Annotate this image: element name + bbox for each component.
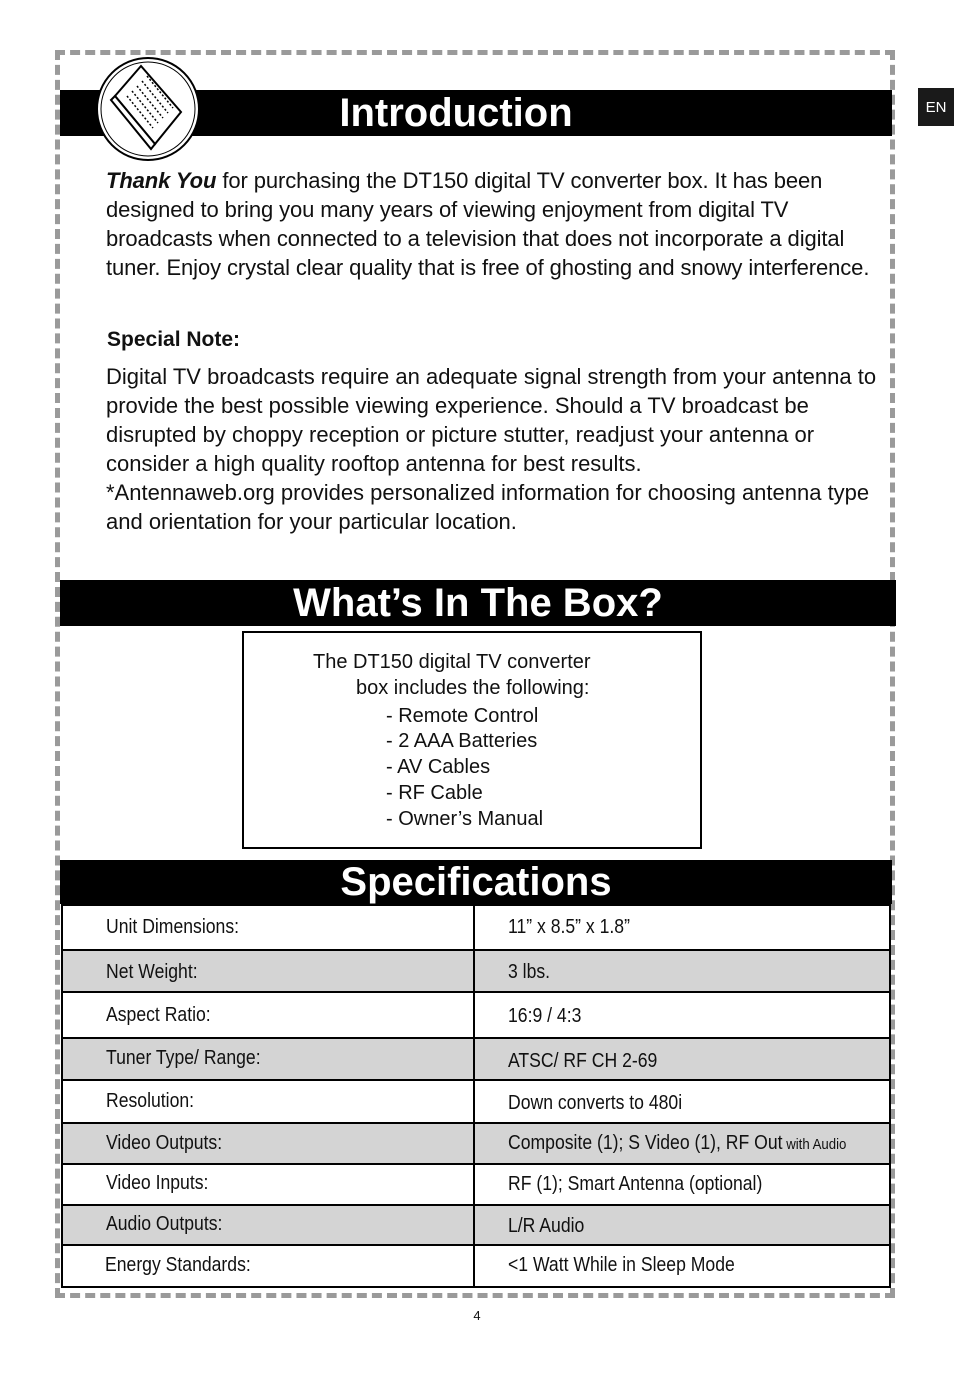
box-intro-line-2: box includes the following: [356, 677, 590, 699]
language-tab: EN [918, 88, 954, 126]
specifications-table [61, 904, 891, 1288]
box-item: - 2 AAA Batteries [386, 730, 538, 752]
table-row: Unit Dimensions: 11” x 8.5” x 1.8” [63, 906, 889, 951]
table-row: Audio Outputs: L/R Audio [63, 1206, 889, 1246]
special-note-title: Special Note: [107, 328, 241, 351]
book-icon [95, 56, 201, 162]
table-row: Aspect Ratio: 16:9 / 4:3 [63, 993, 889, 1039]
box-item: - RF Cable [386, 782, 483, 804]
intro-paragraph: Thank You for purchasing the DT150 digital TV converter box. It has been designed to bring you many years of viewing enjoyment from digital TV broadcasts when connected to a television that does not incorporate a digital tuner. Enjoy crystal clear quality that is free of ghosting and snowy interference. [106, 168, 870, 280]
introduction-title: Introduction [339, 90, 573, 135]
thank-you-text: Thank You [106, 168, 217, 193]
table-column-divider [473, 906, 475, 1286]
table-row: Net Weight: 3 lbs. [63, 951, 889, 993]
table-row: Energy Standards: <1 Watt While in Sleep Mode [105, 1254, 735, 1276]
box-item: - AV Cables [386, 756, 491, 778]
box-item: - Owner’s Manual [386, 808, 544, 830]
table-row: Tuner Type/ Range: ATSC/ RF CH 2-69 [63, 1039, 889, 1081]
antennaweb-note: *Antennaweb.org provides personalized information for choosing antenna type and orientation for your particular location. [106, 480, 870, 534]
special-note-text: Digital TV broadcasts require an adequate signal strength from your antenna to provide the best possible viewing experience. Should a TV broadcast be disrupted by choppy reception or picture stutter, readjust your antenna or consider a high quality rooftop antenna for best results. *Antennaweb.org provides personalized information for choosing antenna type and orientation for your particular location. [106, 362, 886, 536]
box-intro-line-1: The DT150 digital TV converter [313, 651, 591, 673]
whats-in-the-box-header [60, 580, 896, 626]
specifications-header [60, 860, 892, 904]
table-row: Video Inputs: RF (1); Smart Antenna (optional) [63, 1165, 889, 1206]
box-item: - Remote Control [386, 705, 539, 727]
table-row: Resolution: Down converts to 480i [63, 1081, 889, 1124]
box-contents [242, 631, 702, 849]
specifications-title: Specifications [340, 859, 612, 904]
whats-in-the-box-title: What’s In The Box? [293, 580, 663, 625]
table-row: Video Outputs: Composite (1); S Video (1), RF Out with Audio [63, 1124, 889, 1165]
page-number: 4 [473, 1308, 481, 1323]
